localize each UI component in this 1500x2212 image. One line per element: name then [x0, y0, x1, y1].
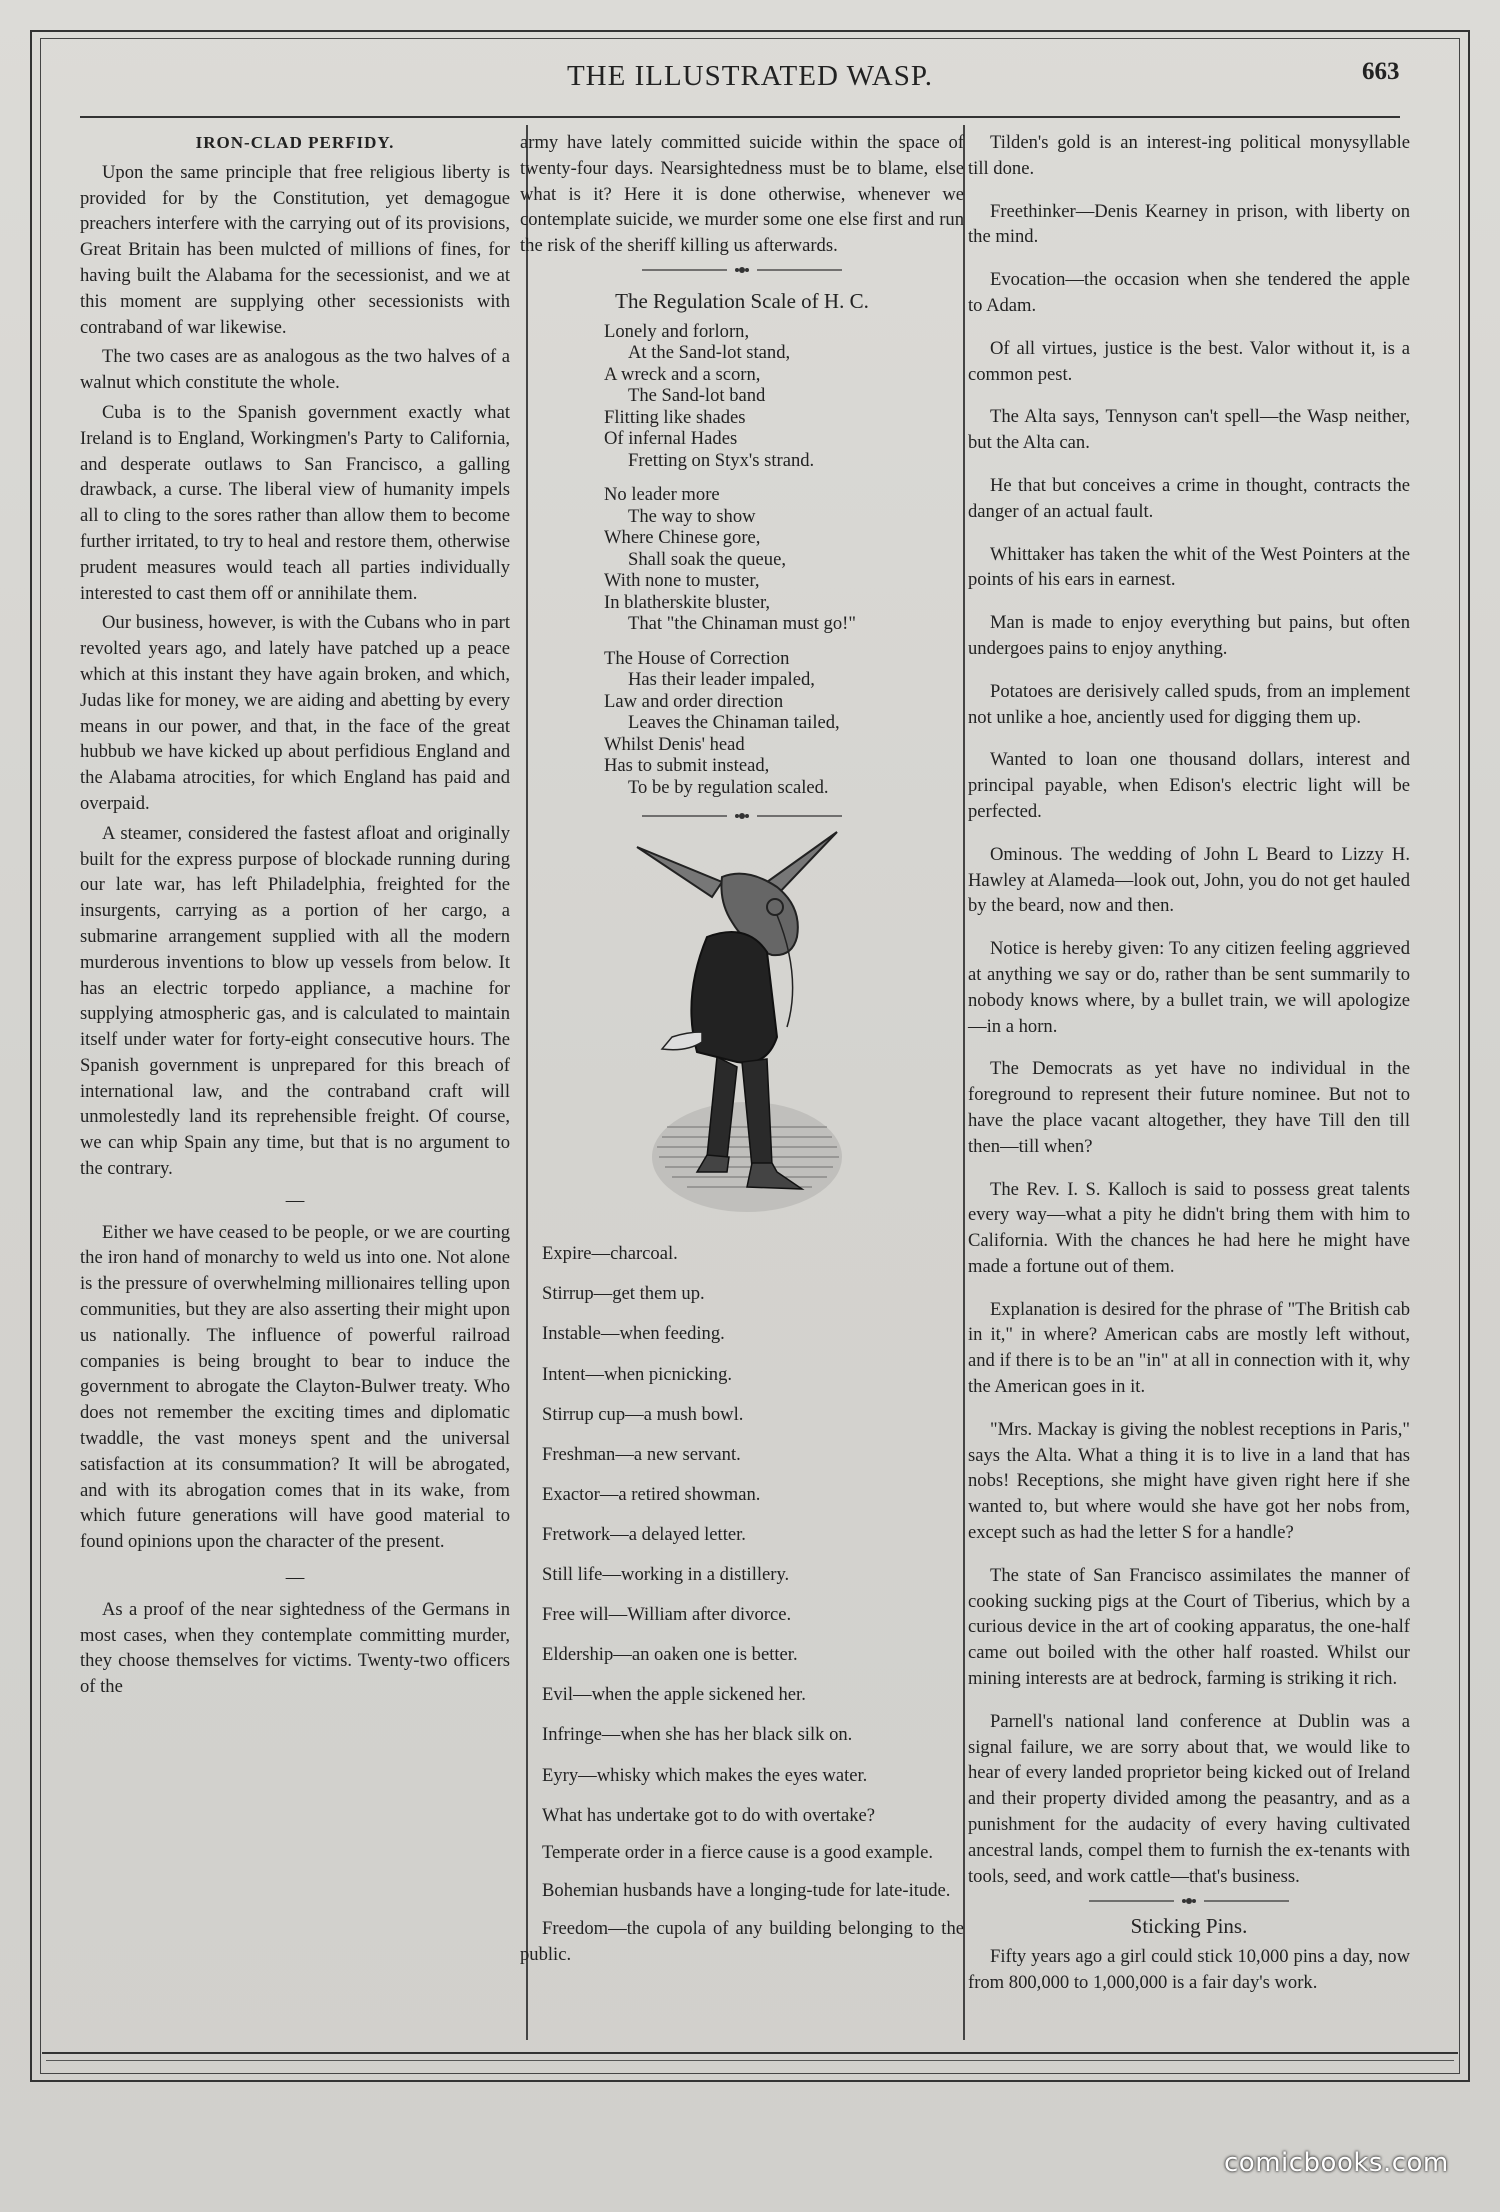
- paragraph: Our business, however, is with the Cubans who in part revolted years ago, and lately have patched up a peace which at this instant they have again broken, and which, Judas like for money, we are aiding and abetting by every means in our power, and that, in the face of the great hubbub we have kicked up about perfidious England and the Alabama atrocities, for which England has paid and overpaid.: [80, 612, 510, 814]
- poem-line: Of infernal Hades: [604, 428, 738, 450]
- section-dash: —: [285, 1567, 305, 1589]
- paragraph: Notice is hereby given: To any citizen feeling aggrieved at anything we say or do, rather than be sent summarily to nobody knows where, by a bullet train, we will apologize—in a horn.: [968, 938, 1410, 1037]
- poem-line: At the Sand-lot stand,: [628, 342, 791, 364]
- paragraph: Freshman—a new servant.: [542, 1443, 741, 1465]
- poem-line: The way to show: [628, 505, 756, 527]
- poem-line: Has to submit instead,: [604, 755, 770, 777]
- paragraph: A steamer, considered the fastest afloat and originally built for the express purpose of blockade running during our late war, has left Philadelphia, freighted for the insurgents, carrying as a portion of her cargo, a submarine arrangement supplied with all the modern murderous inventions to blow up vessels from below. It has an electric torpedo appliance, a machine for supplying atmospheric gas, and is calculated to maintain itself under water for forty-eight consecutive hours. The Spanish government is unprepared for this breach of international law, and the contraband craft will unmolestedly land its reprehensible freight. Of course, we can whip Spain any time, but that is no argument to the contrary.: [80, 822, 510, 1180]
- ornament-rule: [642, 811, 842, 821]
- article-body-2: [80, 1220, 510, 1555]
- paragraph: "Mrs. Mackay is giving the noblest receptions in Paris," says the Alta. What a thing it is to live in a land that has nobs! Receptions, she might have given right here if she wanted to, but where would she have got her nobs from, except such as had the letter S for a handle?: [968, 1418, 1410, 1544]
- paragraph: The state of San Francisco assimilates the manner of cooking sucking pigs at the Court of Tiberius, which by a curious device in the art of cooking apparatus, the one-half came out boiled with the other half roasted. Whilst our mining interests are at bedrock, farming is striking it rich.: [968, 1564, 1410, 1690]
- donkey-caricature-illustration: [627, 827, 857, 1227]
- poem-line: Has their leader impaled,: [628, 669, 815, 691]
- paragraph: Ominous. The wedding of John L Beard to Lizzy H. Hawley at Alameda—look out, John, you do not get hauled by the beard, now and then.: [968, 843, 1410, 917]
- poem-line: No leader more: [604, 484, 720, 506]
- article-body: [80, 160, 510, 1182]
- column-2: [520, 130, 964, 1980]
- paragraph: Parnell's national land conference at Dublin was a signal failure, we are sorry about that, we would like to hear of every landed proprietor being kicked out of Ireland and their property divided among the peasantry, and as a punishment for the audacity of every having cultivated ancestral lands, compel them to furnish the ex-tenants with tools, seed, and work cattle—that's business.: [968, 1710, 1410, 1887]
- poem-line: Where Chinese gore,: [604, 527, 761, 549]
- paragraph: Wanted to loan one thousand dollars, interest and principal payable, when Edison's electric light will be perfected.: [968, 749, 1410, 822]
- poem-line: Whilst Denis' head: [604, 733, 745, 755]
- paragraph: The Rev. I. S. Kalloch is said to possess great talents every way—what a pity he didn't bring them with him to California. With the chances he had here he might have made a fortune out of them.: [968, 1178, 1410, 1277]
- paragraph: Tilden's gold is an interest-ing political monysyllable till done.: [968, 132, 1410, 179]
- masthead-title: THE ILLUSTRATED WASP.: [566, 60, 934, 92]
- paragraph: Evocation—the occasion when she tendered the apple to Adam.: [968, 269, 1410, 316]
- paragraph: Man is made to enjoy everything but pains, but often undergoes pains to enjoy anything.: [968, 612, 1410, 659]
- paragraph: Stirrup cup—a mush bowl.: [542, 1403, 744, 1425]
- watermark: comicbooks.com: [1224, 2148, 1449, 2178]
- paragraph: Intent—when picnicking.: [542, 1363, 733, 1385]
- paragraph: Freedom—the cupola of any building belonging to the public.: [520, 1917, 964, 1965]
- poem-line: Law and order direction: [604, 690, 784, 712]
- paragraph: As a proof of the near sightedness of the Germans in most cases, when they contemplate committing murder, they choose themselves for victims. Twenty-two officers of the: [80, 1598, 510, 1698]
- poem-line: The House of Correction: [604, 647, 790, 669]
- poem-stanza: [604, 648, 964, 799]
- paragraph: Potatoes are derisively called spuds, from an implement not unlike a hoe, anciently used for digging them up.: [968, 680, 1410, 728]
- poem-stanza: [604, 484, 964, 635]
- section-dash: —: [285, 1189, 305, 1211]
- poem-line: Leaves the Chinaman tailed,: [628, 712, 840, 734]
- paragraph-list: [968, 130, 1410, 1889]
- poem-line: To be by regulation scaled.: [628, 776, 829, 798]
- paragraph: What has undertake got to do with overtake?: [542, 1804, 876, 1826]
- column-3: [968, 130, 1410, 1996]
- paragraph: Explanation is desired for the phrase of "The British cab in it," in where? American cabs are mostly left without, and if there is to be an "in" at all in connection with it, why the American goes in it.: [968, 1298, 1410, 1398]
- paragraph: Eyry—whisky which makes the eyes water.: [542, 1764, 868, 1786]
- poem-line: With none to muster,: [604, 570, 760, 592]
- poem-line: That "the Chinaman must go!": [628, 613, 856, 635]
- poem: [604, 321, 964, 799]
- poem-line: The Sand-lot band: [628, 385, 766, 407]
- paragraph: Whittaker has taken the whit of the West Pointers at the points of his ears in earnest.: [968, 543, 1410, 591]
- poem-line: A wreck and a scorn,: [604, 363, 761, 385]
- article-heading: IRON-CLAD PERFIDY.: [195, 133, 395, 152]
- paragraph: Stirrup—get them up.: [542, 1283, 705, 1305]
- paragraph: Upon the same principle that free religious liberty is provided for by the Constitution, yet demagogue preachers interfere with the carrying out of its provisions, Great Britain has been mulcted of millions of fines, for having built the Alabama for the secessionist, and we at this moment are supplying other secessionists with contraband of war likewise.: [80, 161, 510, 338]
- sticking-pins-title: Sticking Pins.: [1130, 1914, 1248, 1939]
- paragraph: Fretwork—a delayed letter.: [542, 1523, 746, 1545]
- paragraph: Expire—charcoal.: [542, 1243, 678, 1265]
- ornament-rule: [642, 265, 842, 275]
- paragraph: Cuba is to the Spanish government exactly what Ireland is to England, Workingmen's Party to California, and desperate outlaws to San Francisco, a galling drawback, a curse. The liberal view of humanity impels all to cling to the sores rather than allow them to become further irritated, to try to heal and restore them, otherwise prudent measures would teach all parties individually interested to cast them off or annihilate them.: [80, 401, 510, 604]
- poem-line: In blatherskite bluster,: [604, 591, 771, 613]
- bottom-rule-thin: [46, 2060, 1454, 2061]
- paragraph: Still life—working in a distillery.: [542, 1564, 790, 1586]
- definitions-list: [520, 1241, 964, 1788]
- paragraph: The Democrats as yet have no individual in the foreground to represent their future nominee. But not to have the place vacant altogether, they have Till den till then—till when?: [968, 1058, 1410, 1157]
- paragraph: Evil—when the apple sickened her.: [542, 1684, 806, 1706]
- poem-line: Lonely and forlorn,: [604, 320, 750, 342]
- poem-title: The Regulation Scale of H. C.: [615, 288, 869, 313]
- paragraph: Temperate order in a fierce cause is a good example.: [542, 1842, 934, 1864]
- poem-line: Fretting on Styx's strand.: [628, 449, 815, 471]
- closing-paragraphs: [520, 1803, 964, 1968]
- article-body-3: [80, 1597, 510, 1700]
- paragraph: Of all virtues, justice is the best. Valor without it, is a common pest.: [968, 337, 1410, 385]
- paragraph: Exactor—a retired showman.: [542, 1483, 761, 1505]
- paragraph: Infringe—when she has her black silk on.: [542, 1724, 853, 1746]
- page-number: 663: [1362, 58, 1400, 85]
- column-1: [80, 130, 510, 1704]
- bottom-rule: [42, 2052, 1458, 2054]
- continued-text: army have lately committed suicide within the space of twenty-four days. Nearsightedness must be to blame, else what is it? Here it is done otherwise, whenever we contemplate suicide, we murder some one else first and run the risk of the sheriff killing us afterwards.: [520, 132, 964, 257]
- header-rule: [80, 116, 1400, 118]
- paragraph: Either we have ceased to be people, or we are courting the iron hand of monarchy to weld us into one. Not alone is the pressure of overwhelming millionaires telling upon communities, but they are also asserting their might upon us nationally. The influence of powerful railroad companies is being brought to bear to induce the government to abrogate the Clayton-Bulwer treaty. Who does not remember the exciting times and diplomatic twaddle, the vast moneys spent and the universal satisfaction at its consummation? It will be abrogated, and with its abrogation comes that in its wake, from which future generations will have good material to found opinions upon the character of the present.: [80, 1221, 510, 1553]
- poem-line: Shall soak the queue,: [628, 548, 787, 570]
- paragraph: Bohemian husbands have a longing-tude for late-itude.: [542, 1880, 951, 1902]
- poem-line: Flitting like shades: [604, 406, 746, 428]
- paragraph: Eldership—an oaken one is better.: [542, 1644, 798, 1666]
- paragraph: The two cases are as analogous as the two halves of a walnut which constitute the whole.: [80, 346, 510, 394]
- paragraph: Instable—when feeding.: [542, 1323, 725, 1345]
- paragraph: The Alta says, Tennyson can't spell—the Wasp neither, but the Alta can.: [968, 406, 1410, 454]
- paragraph: He that but conceives a crime in thought, contracts the danger of an actual fault.: [968, 474, 1410, 522]
- ornament-rule: [1089, 1896, 1289, 1906]
- paragraph: Free will—William after divorce.: [542, 1604, 792, 1626]
- poem-stanza: [604, 321, 964, 472]
- paragraph: Freethinker—Denis Kearney in prison, with liberty on the mind.: [968, 200, 1410, 248]
- sticking-pins-text: Fifty years ago a girl could stick 10,000 pins a day, now from 800,000 to 1,000,000 is a fair day's work.: [968, 1946, 1410, 1994]
